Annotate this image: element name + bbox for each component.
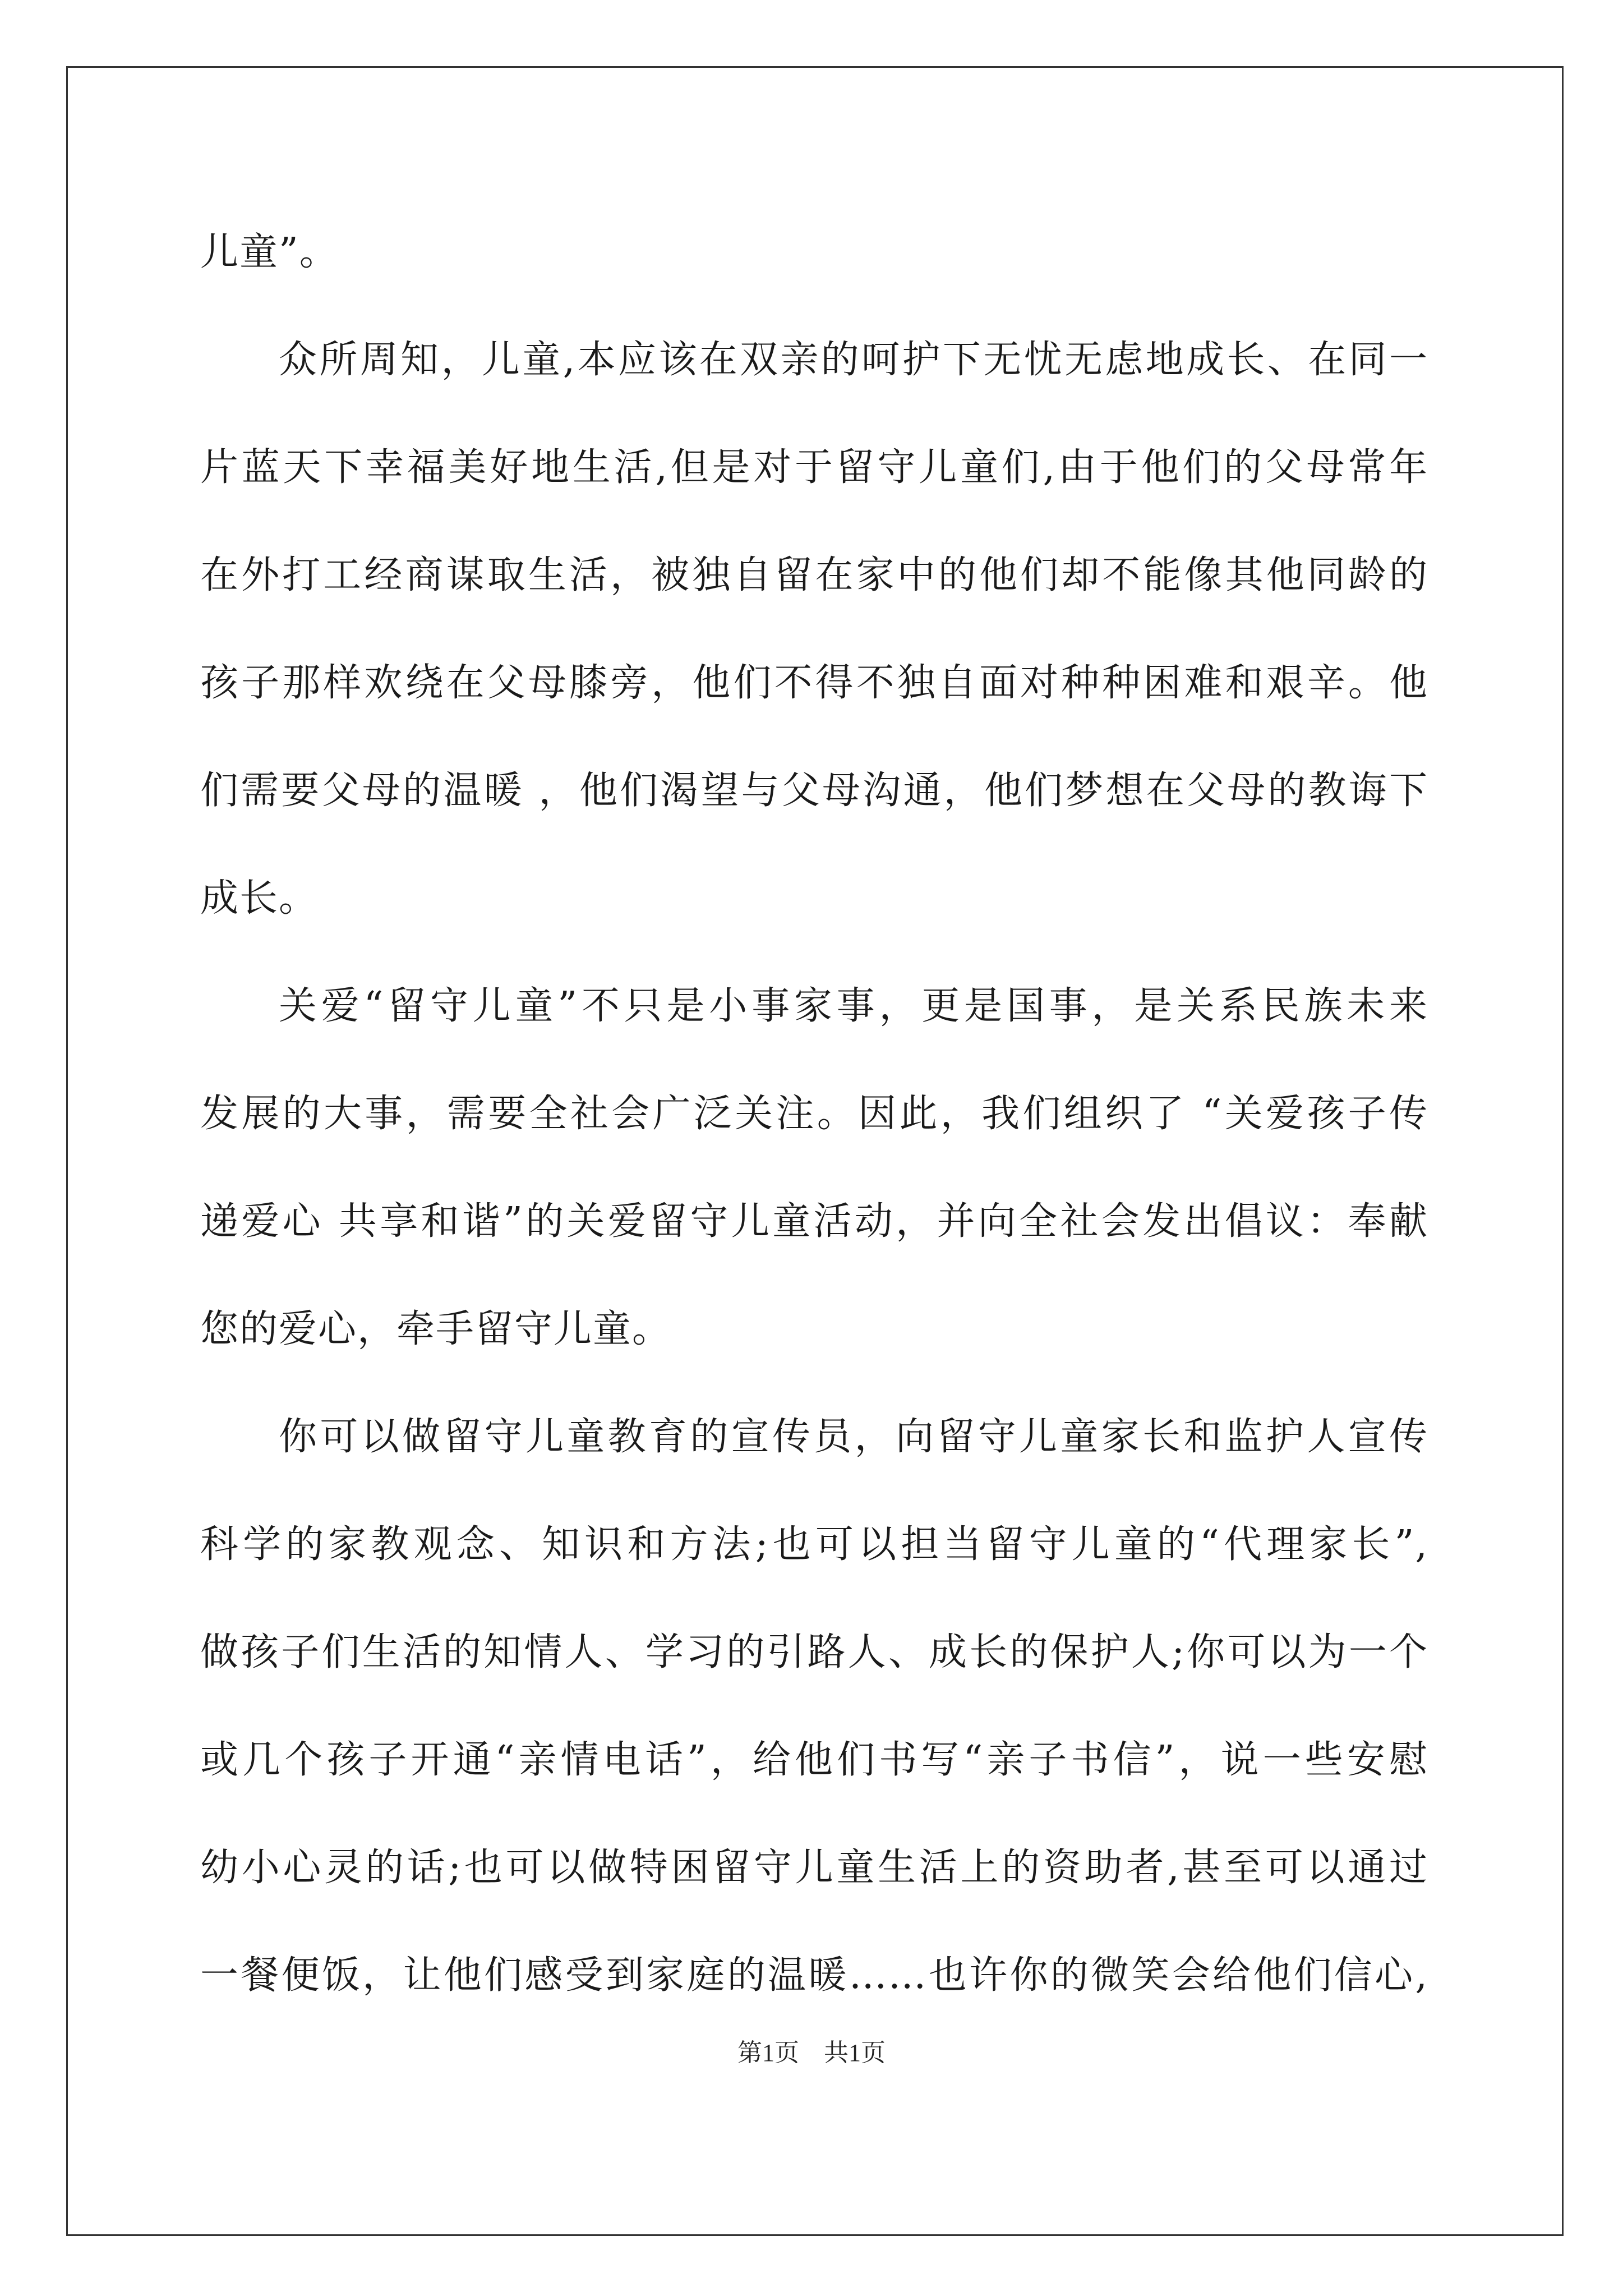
text-line: 在外打工经商谋取生活，被独自留在家中的他们却不能像其他同龄的 bbox=[200, 553, 1428, 597]
text-line: 成长。 bbox=[200, 876, 319, 921]
page-number-footer: 第1页 共1页 bbox=[737, 2039, 886, 2067]
text-line: 或几个孩子开通“亲情电话”，给他们书写“亲子书信”，说一些安慰 bbox=[200, 1738, 1428, 1782]
text-line: 您的爱心，牵手留守儿童。 bbox=[200, 1307, 672, 1351]
text-line: 做孩子们生活的知情人、学习的引路人、成长的保护人;你可以为一个 bbox=[200, 1630, 1428, 1674]
text-line: 片蓝天下幸福美好地生活,但是对于留守儿童们,由于他们的父母常年 bbox=[200, 445, 1428, 490]
text-line: 们需要父母的温暖 ，他们渴望与父母沟通，他们梦想在父母的教诲下 bbox=[200, 769, 1428, 813]
text-line: 递爱心 共享和谐”的关爱留守儿童活动，并向全社会发出倡议：奉献 bbox=[200, 1199, 1428, 1244]
text-line: 孩子那样欢绕在父母膝旁，他们不得不独自面对种种困难和艰辛。他 bbox=[200, 661, 1428, 705]
text-line: 幼小心灵的话;也可以做特困留守儿童生活上的资助者,甚至可以通过 bbox=[200, 1846, 1428, 1890]
text-line: 发展的大事，需要全社会广泛关注。因此，我们组织了 “关爱孩子传 bbox=[200, 1092, 1428, 1136]
paragraph-start-line: 众所周知，儿童,本应该在双亲的呵护下无忧无虑地成长、在同一 bbox=[279, 338, 1428, 382]
paragraph-start-line: 关爱“留守儿童”不只是小事家事，更是国事，是关系民族未来 bbox=[279, 984, 1428, 1028]
text-line: 科学的家教观念、知识和方法;也可以担当留守儿童的“代理家长”, bbox=[200, 1522, 1428, 1567]
text-line: 一餐便饭，让他们感受到家庭的温暖……也许你的微笑会给他们信心, bbox=[200, 1953, 1428, 1998]
text-line: 儿童”。 bbox=[200, 230, 339, 274]
paragraph-start-line: 你可以做留守儿童教育的宣传员，向留守儿童家长和监护人宣传 bbox=[279, 1415, 1428, 1459]
